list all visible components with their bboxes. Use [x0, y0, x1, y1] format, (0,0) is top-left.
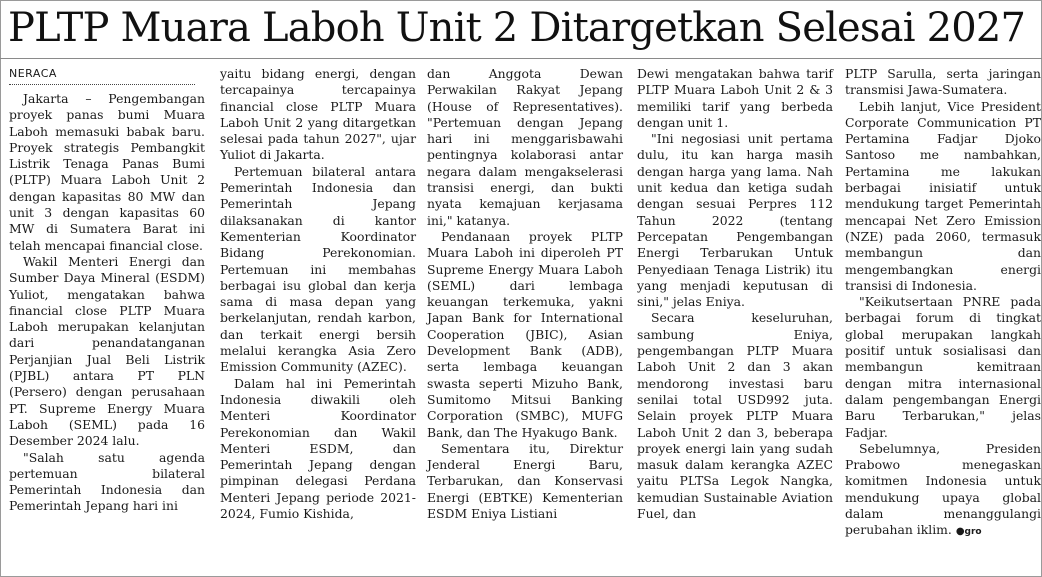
paragraph: "Salah satu agenda pertemuan bilateral Pemerintah Indonesia dan Pemerintah Jepang hari ini [9, 449, 205, 514]
column-4 [637, 66, 833, 522]
paragraph: Wakil Menteri Energi dan Sumber Daya Mineral (ESDM) Yuliot, mengatakan bahwa financial close PLTP Muara Laboh merupakan kelanjutan dari penandatanganan Perjanjian Jual Beli Listrik (PJBL) antara PT PLN (Persero) dengan perusahaan PT. Supreme Energy Muara Laboh (SEML) pada 16 Desember 2024 lalu. [9, 253, 205, 449]
paragraph: Lebih lanjut, Vice President Corporate Communication PT Pertamina Fadjar Djoko Santoso me nambahkan, Pertamina me lakukan berbagai inisiatif untuk mendukung target Pemerintah mencapai Net Zero Emission (NZE) pada 2060, termasuk membangun dan mengembangkan energi transisi di Indonesia. [845, 98, 1041, 293]
paragraph: Sementara itu, Direktur Jenderal Energi Baru, Terbarukan, dan Konservasi Energi (EBTKE) Kementerian ESDM Eniya Listiani [427, 440, 623, 522]
paragraph: Jakarta – Pengembangan proyek panas bumi Muara Laboh memasuki babak baru. Proyek strategis Pembangkit Listrik Tenaga Panas Bumi (PLTP) Muara Laboh Unit 2 dengan kapasitas 80 MW dan unit 3 dengan kapasitas 60 MW di Sumatera Barat ini telah mencapai financial close. [9, 91, 205, 253]
paragraph: Dalam hal ini Pemerintah Indonesia diwakili oleh Menteri Koordinator Perekonomian dan Wakil Menteri ESDM, dan Pemerintah Jepang dengan pimpinan delegasi Perdana Menteri Jepang periode 2021-2024, Fumio Kishida, [220, 375, 416, 522]
source-divider [9, 84, 195, 85]
paragraph: Dewi mengatakan bahwa tarif PLTP Muara Laboh Unit 2 & 3 memiliki tarif yang berbeda dengan unit 1. [637, 66, 833, 130]
paragraph: PLTP Sarulla, serta jaringan transmisi Jawa-Sumatera. [845, 66, 1041, 98]
paragraph: yaitu bidang energi, dengan tercapainya tercapainya financial close PLTP Muara Laboh Unit 2 yang ditargetkan selesai pada tahun 2027", ujar Yuliot di Jakarta. [220, 66, 416, 163]
paragraph: Pertemuan bilateral antara Pemerintah Indonesia dan Pemerintah Jepang dilaksanakan di kantor Kementerian Koordinator Bidang Perekonomian. Pertemuan ini membahas berbagai isu global dan kerja sama di masa depan yang berkelanjutan, rendah karbon, dan terkait energi bersih melalui kerangka Asia Zero Emission Community (AZEC). [220, 163, 416, 375]
paragraph: dan Anggota Dewan Perwakilan Rakyat Jepang (House of Representatives). "Pertemuan dengan Jepang hari ini menggarisbawahi pentingnya kolaborasi antar negara dalam mengakselerasi transisi energi, dan bukti nyata kemajuan kerjasama ini," katanya. [427, 66, 623, 228]
paragraph: Secara keseluruhan, sambung Eniya, pengembangan PLTP Muara Laboh Unit 2 dan 3 akan mendorong investasi baru senilai total USD992 juta. Selain proyek PLTP Muara Laboh Unit 2 dan 3, beberapa proyek energi lain yang sudah masuk dalam kerangka AZEC yaitu PLTSa Legok Nangka, kemudian Sustainable Aviation Fuel, dan [637, 310, 833, 522]
final-paragraph [845, 441, 1041, 541]
headline: PLTP Muara Laboh Unit 2 Ditargetkan Selesai 2027 [8, 5, 1026, 51]
author-signature: gro [964, 527, 982, 538]
headline-rule [0, 58, 1042, 59]
paragraph: Pendanaan proyek PLTP Muara Laboh ini diperoleh PT Supreme Energy Muara Laboh (SEML) dari lembaga keuangan terkemuka, yakni Japan Bank for International Cooperation (JBIC), Asian Development Bank (ADB), serta lembaga keuangan swasta seperti Mizuho Bank, Sumitomo Mitsui Banking Corporation (SMBC), MUFG Bank, dan The Hyakugo Bank. [427, 228, 623, 440]
end-mark: ● [955, 526, 965, 538]
column-5 [845, 66, 1041, 541]
paragraph: "Ini negosiasi unit pertama dulu, itu kan harga masih dengan harga yang lama. Nah unit kedua dan ketiga sudah dengan sesuai Perpres 112 Tahun 2022 (tentang Percepatan Pengembangan Energi Terbarukan Untuk Penyediaan Tenaga Listrik) itu yang menjadi keputusan di sini," jelas Eniya. [637, 131, 833, 310]
column-1 [9, 66, 205, 515]
paragraph: "Keikutsertaan PNRE pada berbagai forum di tingkat global merupakan langkah positif untuk sosialisasi dan membangun kemitraan dengan mitra internasional dalam pengembangan Energi Baru Terbarukan," jelas Fadjar. [845, 294, 1041, 440]
column-2 [220, 66, 416, 522]
column-3 [427, 66, 623, 522]
paragraph-text: Sebelumnya, Presiden Prabowo menegaskan komitmen Indonesia untuk mendukung upaya global dalam menanggulangi perubahan iklim. [845, 440, 1041, 538]
source-label: NERACA [9, 67, 57, 80]
